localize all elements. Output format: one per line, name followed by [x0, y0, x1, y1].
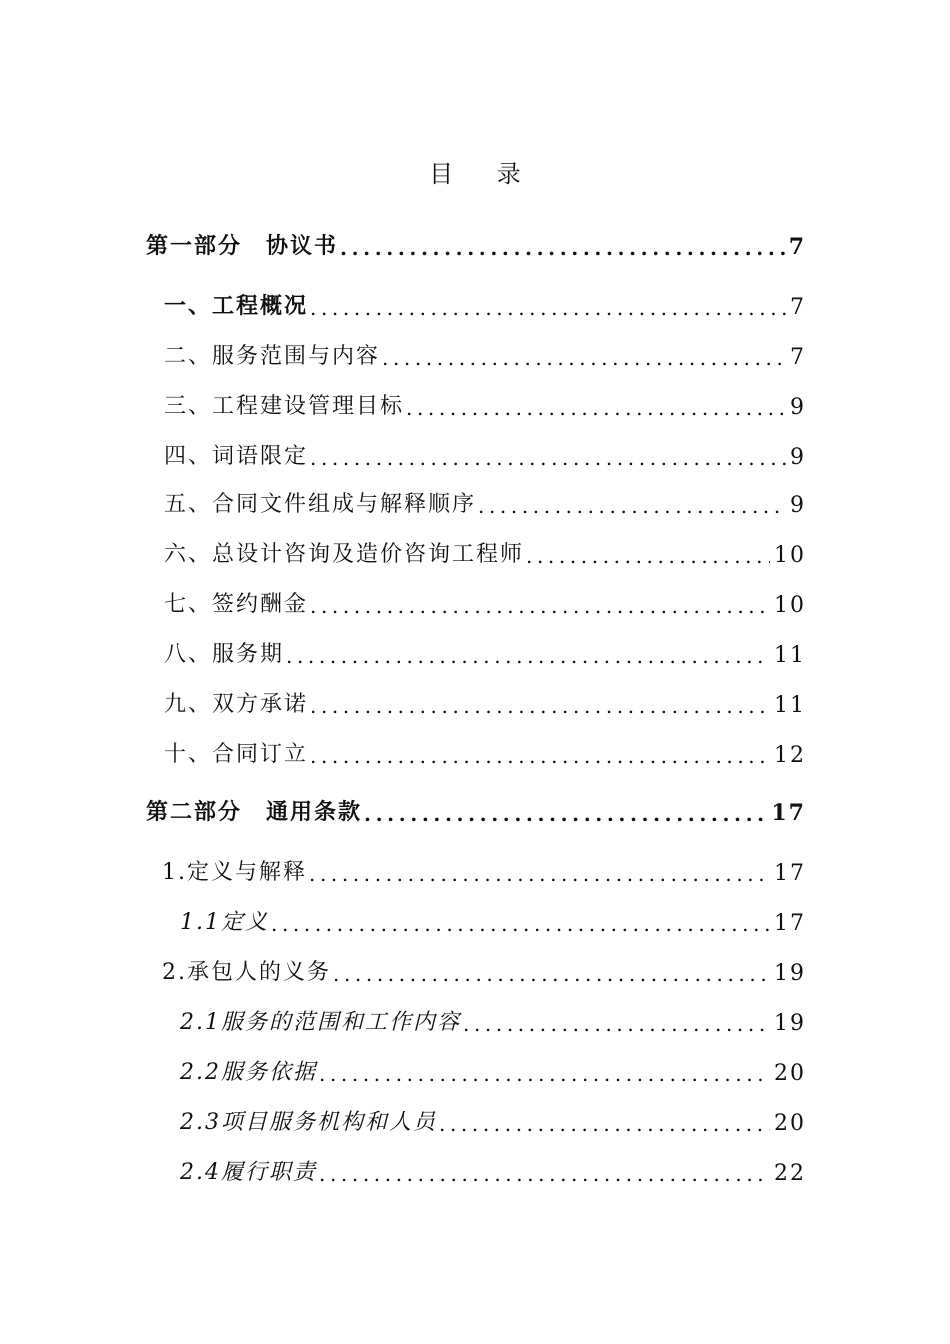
toc-entry-label: 七、签约酬金 [164, 592, 309, 617]
dot-leader [319, 1162, 770, 1186]
toc-entry[interactable] [146, 1052, 806, 1086]
toc-entry[interactable] [146, 436, 806, 470]
toc-entry-page: 11 [774, 693, 806, 718]
toc-entry[interactable] [146, 734, 806, 768]
dot-leader [319, 1062, 770, 1086]
toc-entry-label: 2.3项目服务机构和人员 [180, 1110, 437, 1135]
toc-entry[interactable] [146, 286, 806, 320]
toc-entry-label: 第二部分 通用条款 [146, 799, 363, 825]
toc-entry[interactable] [146, 634, 806, 668]
toc-entry-page: 22 [774, 1161, 806, 1186]
toc-entry-label: 四、词语限定 [164, 444, 309, 469]
toc-entry-page: 11 [774, 643, 806, 668]
dot-leader [478, 494, 786, 518]
toc-entry-page: 9 [790, 493, 806, 518]
toc-entry-page: 9 [790, 395, 806, 420]
toc-entry[interactable] [146, 584, 806, 618]
toc-entry-label: 2.2服务依据 [180, 1060, 317, 1085]
dot-leader [364, 802, 767, 826]
toc-entry-label: 五、合同文件组成与解释顺序 [164, 492, 477, 517]
dot-leader [310, 744, 770, 768]
toc-entry-page: 17 [774, 861, 806, 886]
dot-leader [340, 236, 785, 260]
toc-entry[interactable] [146, 484, 806, 518]
dot-leader [310, 296, 786, 320]
toc-title: 目 录 [429, 160, 539, 188]
toc-entry-page: 19 [774, 1011, 806, 1036]
dot-leader [382, 346, 786, 370]
toc-entry[interactable] [146, 1002, 806, 1036]
dot-leader [463, 1012, 770, 1036]
toc-entry[interactable] [146, 1102, 806, 1136]
toc-entry-page: 10 [774, 593, 806, 618]
dot-leader [406, 396, 786, 420]
toc-entry-label: 九、双方承诺 [164, 692, 309, 717]
toc-entry-label: 二、服务范围与内容 [164, 344, 381, 369]
toc-entry-label: 十、合同订立 [164, 742, 309, 767]
toc-entry-label: 2.1服务的范围和工作内容 [180, 1010, 461, 1035]
toc-entry-page: 7 [790, 345, 806, 370]
toc-entry[interactable] [146, 534, 806, 568]
dot-leader [439, 1112, 770, 1136]
toc-entry-page: 9 [790, 445, 806, 470]
toc-entry-label: 八、服务期 [164, 642, 285, 667]
toc-entry-page: 12 [774, 743, 806, 768]
toc-entry-page: 7 [788, 234, 806, 260]
toc-entry-label: 第一部分 协议书 [146, 233, 339, 259]
toc-entry-page: 10 [774, 543, 806, 568]
toc-entry[interactable] [146, 902, 806, 936]
dot-leader [271, 912, 770, 936]
toc-entry-label: 三、工程建设管理目标 [164, 394, 405, 419]
toc-entry-page: 20 [774, 1061, 806, 1086]
toc-entry-part1[interactable] [146, 226, 806, 260]
toc-entry[interactable] [146, 336, 806, 370]
dot-leader [310, 694, 770, 718]
dot-leader [310, 446, 786, 470]
toc-entry-page: 20 [774, 1111, 806, 1136]
toc-entry[interactable] [146, 952, 806, 986]
dot-leader [526, 544, 770, 568]
dot-leader [309, 862, 770, 886]
toc-entry-label: 六、总设计咨询及造价咨询工程师 [164, 542, 525, 567]
toc-entry-label: 一、工程概况 [164, 293, 309, 319]
toc-entry-page: 17 [771, 800, 806, 826]
toc-entry[interactable] [146, 386, 806, 420]
dot-leader [310, 594, 770, 618]
toc-entry-label: 2.4履行职责 [180, 1160, 317, 1185]
toc-entry-label: 1.定义与解释 [162, 860, 307, 885]
toc-entry-label: 2.承包人的义务 [162, 960, 331, 985]
toc-entry-label: 1.1定义 [180, 910, 269, 935]
dot-leader [286, 644, 770, 668]
toc-entry[interactable] [146, 1152, 806, 1186]
toc-entry-page: 17 [774, 911, 806, 936]
toc-entry[interactable] [146, 852, 806, 886]
dot-leader [333, 962, 770, 986]
toc-entry[interactable] [146, 684, 806, 718]
toc-entry-part2[interactable] [146, 792, 806, 826]
toc-entry-page: 7 [790, 295, 806, 320]
toc-entry-page: 19 [774, 961, 806, 986]
